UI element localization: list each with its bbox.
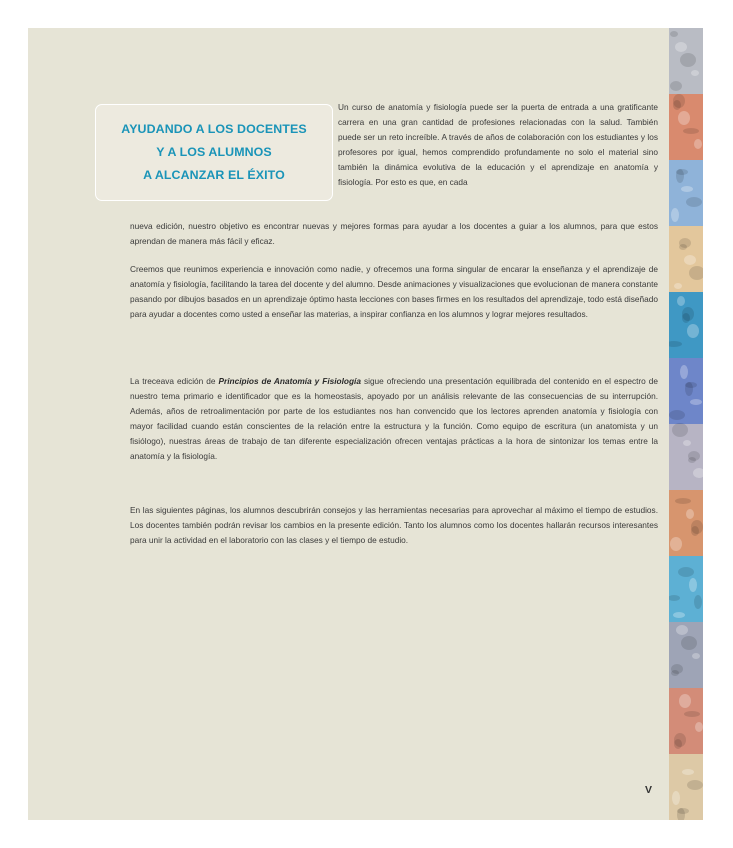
tissue-bone-icon	[669, 226, 703, 293]
tissue-beige-icon	[669, 754, 703, 820]
book-page	[28, 28, 703, 820]
tissue-orange-icon	[669, 490, 703, 557]
intro-paragraph-part2: nueva edición, nuestro objetivo es encontrar nuevas y mejores formas para ayudar a los docentes a guiar a los alumnos, para que estos aprendan de manera más fácil y eficaz.	[130, 221, 658, 246]
edition-paragraph	[130, 374, 658, 463]
study-tips-paragraph: En las siguientes páginas, los alumnos descubrirán consejos y las herramientas necesarias para aprovechar al máximo el tiempo de estudios. Los docentes también podrán revisar los cambios en la presente edición. Tanto los alumnos como los docentes hallarán recursos interesantes para unir la actividad en el laboratorio con las clases y el tiempo de estudio.	[130, 505, 658, 545]
tissue-image-strip	[669, 28, 703, 820]
tissue-red-icon	[669, 94, 703, 161]
heading-callout-box	[95, 104, 333, 201]
heading-line-3: A ALCANZAR EL ÉXITO	[143, 168, 285, 182]
intro-paragraph-part1: Un curso de anatomía y fisiología puede ser la puerta de entrada a una gratificante carrera en una gran cantidad de profesiones relacionadas con la salud. También puede ser un reto increíble. A través de años de colaboración con los estudiantes y los profesores por igual, hemos comprendido profundamente no solo el material sino también la dinámica evolutiva de la educación y el aprendizaje en anatomía y fisiología. Por esto es que, en cada	[338, 102, 658, 187]
tissue-cells-icon	[669, 423, 703, 491]
book-title: Principios de Anatomía y Fisiología	[218, 376, 361, 386]
tissue-blue-icon	[669, 160, 703, 227]
tissue-teal-icon	[669, 292, 703, 359]
heading-line-1: AYUDANDO A LOS DOCENTES	[121, 122, 307, 136]
heading-line-2: Y A LOS ALUMNOS	[156, 145, 272, 159]
page-number: V	[645, 784, 653, 796]
tissue-purple-icon	[669, 358, 703, 425]
edition-paragraph-start: La treceava edición de	[130, 376, 219, 386]
experience-paragraph: Creemos que reunimos experiencia e innovación como nadie, y ofrecemos una forma singular de encarar la enseñanza y el aprendizaje de anatomía y fisiología, facilitando la tarea del docente y del alumno. Desde animaciones y visualizaciones que evolucionan de manera constante pasando por dibujos basados en un aprendizaje óptimo hasta lecciones con bases firmes en los resultados del aprendizaje, todo está diseñado para ayudar a docentes como usted a enseñar las materias, a inspirar confianza en los alumnos y lograr mejores resultados.	[130, 264, 658, 319]
tissue-muscle-icon	[669, 688, 703, 755]
tissue-slate-icon	[669, 622, 703, 689]
tissue-cyan-icon	[669, 556, 703, 623]
tissue-gray-icon	[669, 28, 703, 95]
edition-paragraph-rest: sigue ofreciendo una presentación equilibrada del contenido en el espectro de nuestro tema primario e identificador que es la homeostasis, apoyado por un análisis relevante de las consecuencias de su interrupción. Además, años de retroalimentación por parte de los estudiantes nos han convencido que los lectores aprenden anatomía y fisiología con mayor facilidad cuando están conscientes de la relación entre la estructura y la función. Como equipo de escritura (un anatomista y un fisiólogo), nuestras áreas de trabajo de tan diferente especialización ofrecen ventajas prácticas a la hora de sintonizar los temas entre la anatomía y la fisiología.	[130, 376, 658, 461]
